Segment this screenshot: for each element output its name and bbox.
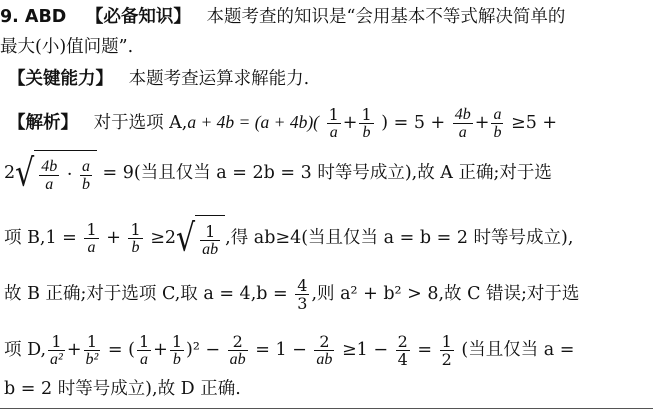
option-b-intro: 项 B,1 = — [4, 228, 77, 248]
line-option-d-cont — [4, 378, 241, 400]
line-3 — [8, 68, 309, 90]
bottom-divider — [0, 408, 653, 409]
line-option-d: 项 D, $\frac{1}{\text{a²}}$ + $\frac{1}{\text{b²}}$ = ( $\frac{1}{a}$ + $\frac{1}{b}$ )² − $\frac{2}{ab}$ = 1 − $\frac{2}{ab}$ ≥1 − $\frac{2}{4}$ = $\frac{1}{2}$ (当且仅当 a = — [4, 332, 575, 369]
fraction-2-over-ab-2: $\frac{2}{ab}$ — [316, 332, 333, 368]
line-2 — [0, 36, 133, 58]
line-option-a-cont — [4, 150, 552, 197]
fraction-1-over-b2: $\frac{1}{\text{b²}}$ — [85, 332, 99, 368]
fraction-1-over-2: $\frac{1}{2}$ — [441, 332, 452, 369]
fraction-1-over-b-d: $\frac{1}{b}$ — [171, 332, 182, 368]
option-a-conclusion: = 9(当且仅当 a = 2b = 3 时等号成立),故 A 正确;对于选 — [102, 163, 552, 183]
tag-required-knowledge: 【必备知识】 — [85, 7, 191, 27]
option-a-eq5: ) = 5 + — [381, 113, 446, 133]
question-number: 9. ABD — [0, 7, 67, 27]
sqrt-1-over-ab: √ $\frac{1}{ab}$ — [176, 215, 225, 262]
fraction-1-over-a: $\frac{1}{a}$ — [328, 105, 339, 141]
tag-key-ability: 【关键能力】 — [8, 69, 113, 89]
fraction-2-over-4: $\frac{2}{4}$ — [397, 332, 408, 369]
option-b-ge2: ≥2 — [150, 228, 177, 248]
fraction-a-over-b: $\frac{a}{b}$ — [493, 106, 502, 141]
fraction-1-over-b: $\frac{1}{b}$ — [361, 105, 372, 141]
option-d-intro: 项 D, — [4, 340, 47, 360]
option-a-intro: 对于选项 A, — [93, 113, 188, 133]
fraction-1-over-b-b: $\frac{1}{b}$ — [130, 220, 141, 256]
d-eq-1-minus: = 1 − — [255, 340, 307, 360]
fraction-2-over-ab: $\frac{2}{ab}$ — [229, 332, 246, 368]
line-option-b — [4, 215, 573, 262]
option-c-intro: 故 B 正确;对于选项 C,取 a = 4,b = — [4, 284, 288, 304]
plus: + — [106, 228, 121, 248]
line-option-a: 【解析】 对于选项 A,a + 4b = (a + 4b)( $\frac{1}{a}$ + $\frac{1}{b}$ ) = 5 + $\frac{4b}{a}$ + $\frac{a}{b}$ ≥5 + — [8, 105, 558, 141]
tag-analysis: 【解析】 — [8, 113, 78, 133]
fraction-1-over-a2: $\frac{1}{\text{a²}}$ — [50, 332, 63, 368]
line-1 — [0, 6, 565, 28]
sqrt-4b-a-times-a-b: √ $\frac{4b}{a}$ · $\frac{a}{b}$ — [15, 150, 97, 197]
coef-2: 2 — [4, 163, 16, 183]
d-eq: = — [417, 340, 433, 360]
knowledge-text-cont: 最大(小)值问题”. — [0, 37, 134, 57]
option-c-tail: ,则 a² + b² > 8,故 C 错误;对于选 — [311, 284, 580, 304]
option-a-ge5: ≥5 + — [511, 113, 558, 133]
option-d-conclusion: b = 2 时等号成立),故 D 正确. — [4, 379, 241, 399]
option-a-expr1: a + 4b = (a + 4b)( — [187, 112, 320, 132]
fraction-4-over-3: $\frac{4}{3}$ — [297, 276, 308, 313]
option-b-tail: ,得 ab≥4(当且仅当 a = b = 2 时等号成立), — [225, 228, 574, 248]
fraction-4b-over-a: $\frac{4b}{a}$ — [454, 106, 471, 141]
d-ge-1-minus: ≥1 − — [341, 340, 389, 360]
d-eq-open: = ( — [107, 340, 135, 360]
knowledge-text: 本题考查的知识是“会用基本不等式解决简单的 — [206, 7, 566, 27]
fraction-1-over-a-d: $\frac{1}{a}$ — [138, 332, 150, 368]
line-option-c — [4, 274, 579, 314]
option-d-tail: (当且仅当 a = — [461, 340, 575, 360]
d-squared-minus: )² − — [186, 340, 221, 360]
fraction-1-over-a-b: $\frac{1}{a}$ — [86, 220, 97, 256]
ability-text: 本题考查运算求解能力. — [128, 69, 310, 89]
